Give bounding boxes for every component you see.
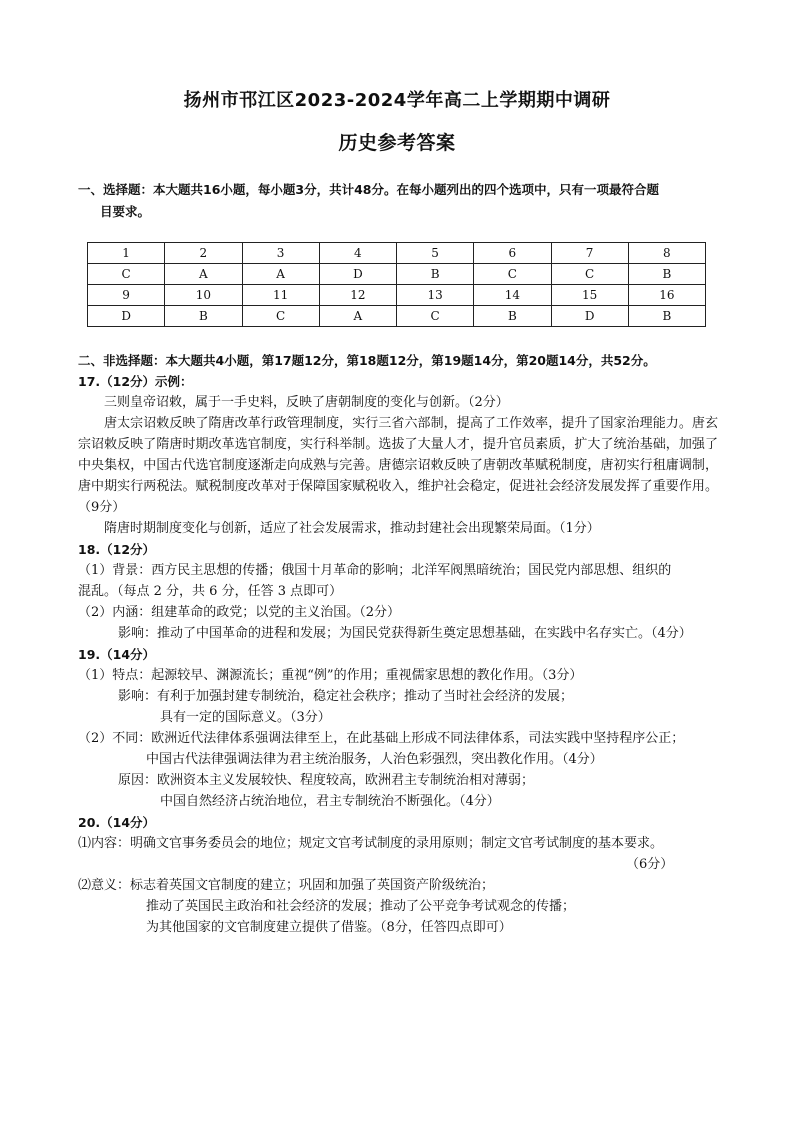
q20-heading: 20.（14分） (78, 815, 156, 830)
q20-line-2: ⑵意义：标志着英国文官制度的建立；巩固和加强了英国资产阶级统治； (78, 878, 495, 893)
q17-heading: 17.（12分）示例： (78, 374, 193, 389)
question-number-cell: 4 (319, 243, 396, 264)
answer-cell: A (165, 264, 242, 285)
question-number-cell: 7 (551, 243, 628, 264)
section1-heading: 一、选择题：本大题共16小题，每小题3分，共计48分。在每小题列出的四个选项中，只有一项最符合题 (78, 182, 659, 197)
q19-line-5: 中国古代法律强调法律为君主统治服务，人治色彩强烈，突出教化作用。（4分） (146, 752, 603, 767)
question-number-cell: 3 (242, 243, 319, 264)
answer-cell: D (551, 306, 628, 327)
q20-line-1: ⑴内容：明确文官事务委员会的地位；规定文官考试制度的录用原则；制定文官考试制度的基本要求。 (78, 836, 664, 851)
question-number-cell: 8 (628, 243, 705, 264)
q19-line-3: 具有一定的国际意义。（3分） (160, 710, 331, 725)
q19-line-7: 中国自然经济占统治地位，君主专制统治不断强化。（4分） (160, 794, 500, 809)
q18-line-4: 影响：推动了中国革命的进程和发展；为国民党获得新生奠定思想基础，在实践中名存实亡。（4分） (118, 626, 692, 641)
section1-heading-cont: 目要求。 (100, 204, 151, 219)
q17-paragraph-1: 三则皇帝诏敕，属于一手史料，反映了唐朝制度的变化与创新。（2分） (104, 395, 509, 410)
question-number-cell: 2 (165, 243, 242, 264)
q19-heading: 19.（14分） (78, 647, 156, 662)
question-number-cell: 12 (319, 285, 396, 306)
question-number-cell: 16 (628, 285, 705, 306)
answer-cell: B (628, 306, 705, 327)
answer-cell: D (319, 264, 396, 285)
answer-cell: B (628, 264, 705, 285)
answer-cell: C (88, 264, 165, 285)
answer-cell: C (474, 264, 551, 285)
question-number-cell: 9 (88, 285, 165, 306)
answer-cell: C (551, 264, 628, 285)
answer-cell: C (397, 306, 474, 327)
q17-paragraph-2: 唐太宗诏敕反映了隋唐改革行政管理制度，实行三省六部制，提高了工作效率，提升了国家治理能力。唐玄宗诏敕反映了隋唐时期改革选官制度，实行科举制。选拔了大量人才，提升官员素质，扩大了统治基础，加强了中央集权，中国古代选官制度逐渐走向成熟与完善。唐德宗诏敕反映了唐朝改革赋税制度，唐初实行租庸调制，唐中期实行两税法。赋税制度改革对于保障国家赋税收入，维护社会稳定，促进社会经济发展发挥了重要作用。（9分） (78, 416, 718, 515)
question-number-row (88, 285, 706, 306)
question-number-cell: 5 (397, 243, 474, 264)
q18-heading: 18.（12分） (78, 542, 156, 557)
q18-line-2: 混乱。（每点 2 分，共 6 分，任答 3 点即可） (78, 584, 343, 599)
answer-cell: A (319, 306, 396, 327)
question-number-row (88, 243, 706, 264)
answer-cell: A (242, 264, 319, 285)
question-number-cell: 1 (88, 243, 165, 264)
answer-cell: D (88, 306, 165, 327)
multiple-choice-answer-table (87, 242, 706, 327)
answer-row (88, 264, 706, 285)
answer-cell: B (474, 306, 551, 327)
q19-line-4: （2）不同：欧洲近代法律体系强调法律至上，在此基础上形成不同法律体系，司法实践中坚持程序公正； (78, 731, 685, 746)
q19-line-1: （1）特点：起源较早、渊源流长；重视“例”的作用；重视儒家思想的教化作用。（3分） (78, 668, 583, 683)
question-number-cell: 14 (474, 285, 551, 306)
q19-line-2: 影响：有利于加强封建专制统治，稳定社会秩序；推动了当时社会经济的发展； (118, 689, 574, 704)
question-number-cell: 13 (397, 285, 474, 306)
q17-paragraph-3: 隋唐时期制度变化与创新，适应了社会发展需求，推动封建社会出现繁荣局面。（1分） (104, 521, 600, 536)
q19-line-6: 原因：欧洲资本主义发展较快、程度较高，欧洲君主专制统治相对薄弱； (118, 773, 535, 788)
answer-cell: B (165, 306, 242, 327)
question-number-cell: 10 (165, 285, 242, 306)
q20-line-1-score: （6分） (626, 857, 674, 872)
q18-line-3: （2）内涵：组建革命的政党；以党的主义治国。（2分） (78, 605, 401, 620)
question-number-cell: 11 (242, 285, 319, 306)
q20-line-4: 为其他国家的文官制度建立提供了借鉴。（8分，任答四点即可） (146, 920, 512, 935)
section2-heading: 二、非选择题：本大题共4小题，第17题12分，第18题12分，第19题14分，第20题14分，共52分。 (78, 353, 656, 368)
answer-cell: C (242, 306, 319, 327)
question-number-cell: 15 (551, 285, 628, 306)
document-title: 扬州市邗江区2023-2024学年高二上学期期中调研 (183, 90, 611, 111)
document-subtitle: 历史参考答案 (338, 132, 456, 154)
question-number-cell: 6 (474, 243, 551, 264)
answer-cell: B (397, 264, 474, 285)
q18-line-1: （1）背景：西方民主思想的传播；俄国十月革命的影响；北洋军阀黑暗统治；国民党内部思想、组织的 (78, 563, 672, 578)
q20-line-3: 推动了英国民主政治和社会经济的发展；推动了公平竞争考试观念的传播； (146, 899, 576, 914)
answer-row (88, 306, 706, 327)
